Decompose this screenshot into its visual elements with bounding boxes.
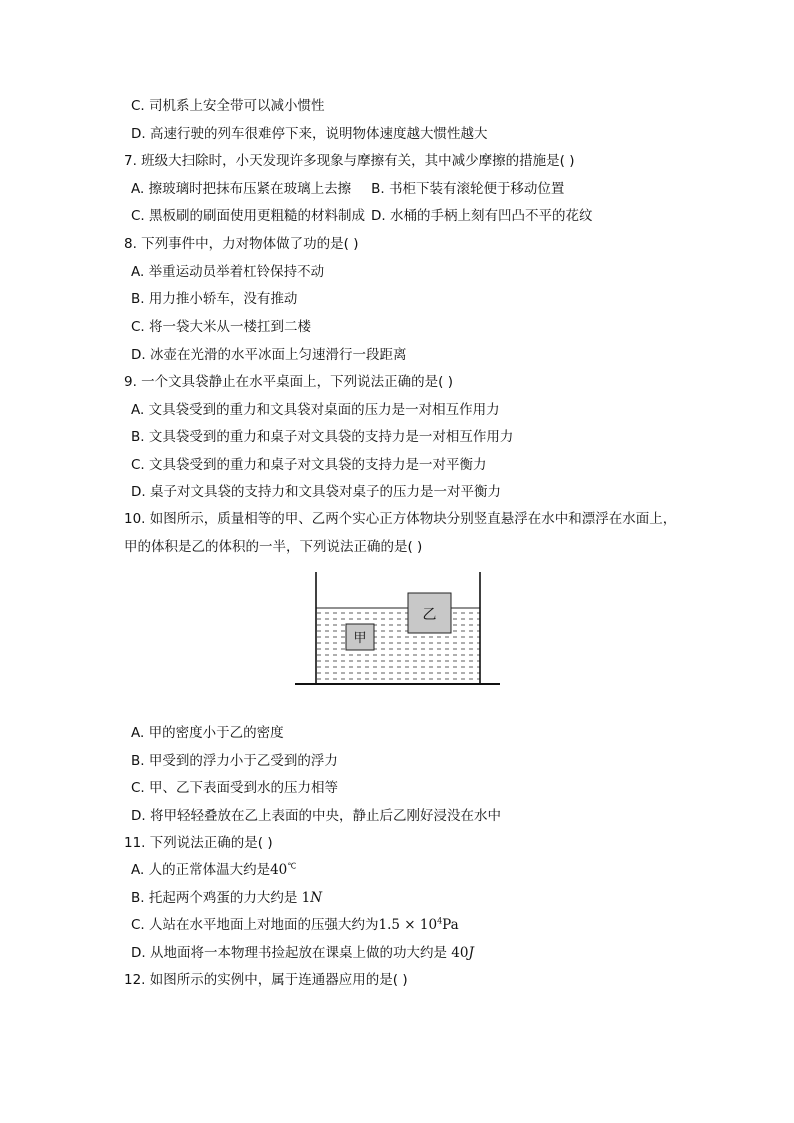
q11-option-d <box>131 944 474 962</box>
q6-option-d: D. 高速行驶的列车很难停下来，说明物体速度越大惯性越大 <box>131 126 488 142</box>
q11-option-c <box>131 916 459 934</box>
q11-option-c-value: 1.5 × 10 <box>378 917 438 933</box>
q8-option-d: D. 冰壶在光滑的水平冰面上匀速滑行一段距离 <box>131 347 407 363</box>
q11-option-a <box>131 861 296 879</box>
q7-option-b: B. 书柜下装有滚轮便于移动位置 <box>371 181 565 197</box>
q10-figure <box>292 568 502 692</box>
block-jia-label: 甲 <box>353 631 367 646</box>
q11-option-c-unit: Pa <box>442 917 459 933</box>
q8-option-a: A. 举重运动员举着杠铃保持不动 <box>131 264 325 280</box>
q10-stem-line2: 甲的体积是乙的体积的一半，下列说法正确的是( ) <box>124 539 423 555</box>
q11-option-c-text: C. 人站在水平地面上对地面的压强大约为 <box>131 917 379 933</box>
q11-option-a-text: A. 人的正常体温大约是 <box>131 862 271 878</box>
q11-option-a-unit: ℃ <box>287 861 297 871</box>
q7-option-c: C. 黑板刷的刷面使用更粗糙的材料制成 <box>131 208 366 224</box>
q7-options-cd <box>131 207 593 225</box>
q11-option-a-value: 40 <box>270 862 288 878</box>
q7-option-d: D. 水桶的手柄上刻有凹凸不平的花纹 <box>371 208 593 224</box>
q9-option-d: D. 桌子对文具袋的支持力和文具袋对桌子的压力是一对平衡力 <box>131 484 501 500</box>
q11-option-d-value: 40 <box>451 945 469 961</box>
q7-options-ab <box>131 180 564 198</box>
q11-option-b-value: 1 <box>301 890 311 906</box>
q10-stem-line1: 10. 如图所示，质量相等的甲、乙两个实心正方体物块分别竖直悬浮在水中和漂浮在水面上， <box>124 511 677 527</box>
q11-option-d-text: D. 从地面将一本物理书捡起放在课桌上做的功大约是 <box>131 945 452 961</box>
q9-stem: 9. 一个文具袋静止在水平桌面上，下列说法正确的是( ) <box>124 374 453 390</box>
q11-option-c-exp: 4 <box>437 916 443 926</box>
q11-option-b-unit: N <box>310 890 323 906</box>
q11-option-b <box>131 889 322 907</box>
q8-option-b: B. 用力推小轿车，没有推动 <box>131 291 298 307</box>
block-yi-label: 乙 <box>422 607 437 623</box>
q7-option-a: A. 擦玻璃时把抹布压紧在玻璃上去擦 <box>131 181 352 197</box>
q9-option-c: C. 文具袋受到的重力和桌子对文具袋的支持力是一对平衡力 <box>131 457 487 473</box>
q10-option-d: D. 将甲轻轻叠放在乙上表面的中央，静止后乙刚好浸没在水中 <box>131 808 501 824</box>
q9-option-b: B. 文具袋受到的重力和桌子对文具袋的支持力是一对相互作用力 <box>131 429 514 445</box>
q10-option-b: B. 甲受到的浮力小于乙受到的浮力 <box>131 753 338 769</box>
q10-figure-container <box>292 568 502 692</box>
q11-option-d-unit: J <box>468 945 474 961</box>
q11-stem: 11. 下列说法正确的是( ) <box>124 835 273 851</box>
q6-option-c: C. 司机系上安全带可以减小惯性 <box>131 98 325 114</box>
q11-option-b-text: B. 托起两个鸡蛋的力大约是 <box>131 890 302 906</box>
q10-option-c: C. 甲、乙下表面受到水的压力相等 <box>131 780 339 796</box>
q9-option-a: A. 文具袋受到的重力和文具袋对桌面的压力是一对相互作用力 <box>131 402 500 418</box>
water-region <box>316 608 480 682</box>
q10-option-a: A. 甲的密度小于乙的密度 <box>131 725 284 741</box>
q7-stem: 7. 班级大扫除时，小天发现许多现象与摩擦有关，其中减少摩擦的措施是( ) <box>124 153 575 169</box>
q12-stem: 12. 如图所示的实例中，属于连通器应用的是( ) <box>124 972 408 988</box>
q8-option-c: C. 将一袋大米从一楼扛到二楼 <box>131 319 312 335</box>
q8-stem: 8. 下列事件中，力对物体做了功的是( ) <box>124 236 359 252</box>
